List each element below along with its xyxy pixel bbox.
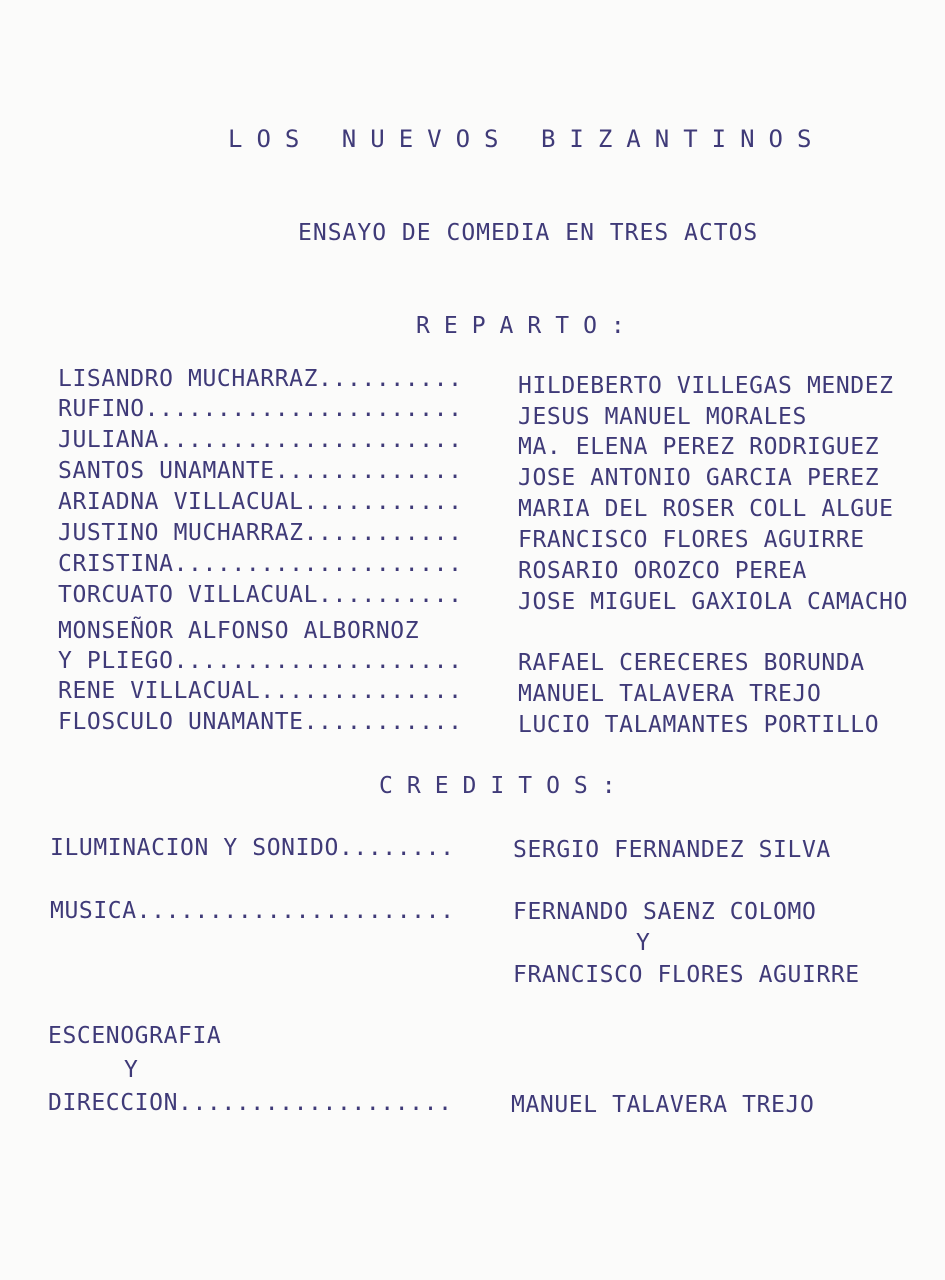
cast-role: RUFINO...................... [58, 396, 463, 422]
cast-actor: JOSE ANTONIO GARCIA PEREZ [518, 465, 880, 491]
credit-role: MUSICA...................... [50, 898, 455, 924]
cast-role: JULIANA..................... [58, 427, 463, 453]
cast-role: TORCUATO VILLACUAL.......... [58, 582, 463, 608]
credit-name: FERNANDO SAENZ COLOMO [513, 899, 817, 925]
cast-actor: MANUEL TALAVERA TREJO [518, 681, 822, 707]
credit-name: SERGIO FERNANDEZ SILVA [513, 837, 831, 863]
cast-role: FLOSCULO UNAMANTE........... [58, 709, 463, 735]
cast-role: CRISTINA.................... [58, 551, 463, 577]
cast-actor: LUCIO TALAMANTES PORTILLO [518, 712, 880, 738]
credit-role: ILUMINACION Y SONIDO........ [50, 835, 455, 861]
credit-name: MANUEL TALAVERA TREJO [511, 1092, 815, 1118]
credit-role: DIRECCION................... [48, 1090, 453, 1116]
cast-role: Y PLIEGO.................... [58, 648, 463, 674]
cast-actor: JOSE MIGUEL GAXIOLA CAMACHO [518, 589, 909, 615]
cast-role: SANTOS UNAMANTE............. [58, 458, 463, 484]
play-title: LOS NUEVOS BIZANTINOS [228, 125, 826, 153]
cast-heading: REPARTO: [416, 313, 639, 339]
credit-role: ESCENOGRAFIA [48, 1023, 222, 1049]
credit-conjunction: Y [636, 930, 651, 956]
cast-actor: HILDEBERTO VILLEGAS MENDEZ [518, 373, 894, 399]
cast-role: MONSEÑOR ALFONSO ALBORNOZ [58, 618, 420, 644]
cast-actor: ROSARIO OROZCO PEREA [518, 558, 807, 584]
cast-actor: RAFAEL CERECERES BORUNDA [518, 650, 865, 676]
cast-role: ARIADNA VILLACUAL........... [58, 489, 463, 515]
cast-actor: MARIA DEL ROSER COLL ALGUE [518, 496, 894, 522]
cast-actor: MA. ELENA PEREZ RODRIGUEZ [518, 434, 880, 460]
credit-name: FRANCISCO FLORES AGUIRRE [513, 962, 860, 988]
credit-conjunction: Y [124, 1057, 139, 1083]
cast-actor: JESUS MANUEL MORALES [518, 404, 807, 430]
play-subtitle: ENSAYO DE COMEDIA EN TRES ACTOS [298, 220, 759, 246]
cast-role: RENE VILLACUAL.............. [58, 678, 463, 704]
cast-role: JUSTINO MUCHARRAZ........... [58, 520, 463, 546]
credits-heading: CREDITOS: [379, 773, 630, 799]
cast-role: LISANDRO MUCHARRAZ.......... [58, 366, 463, 392]
cast-actor: FRANCISCO FLORES AGUIRRE [518, 527, 865, 553]
